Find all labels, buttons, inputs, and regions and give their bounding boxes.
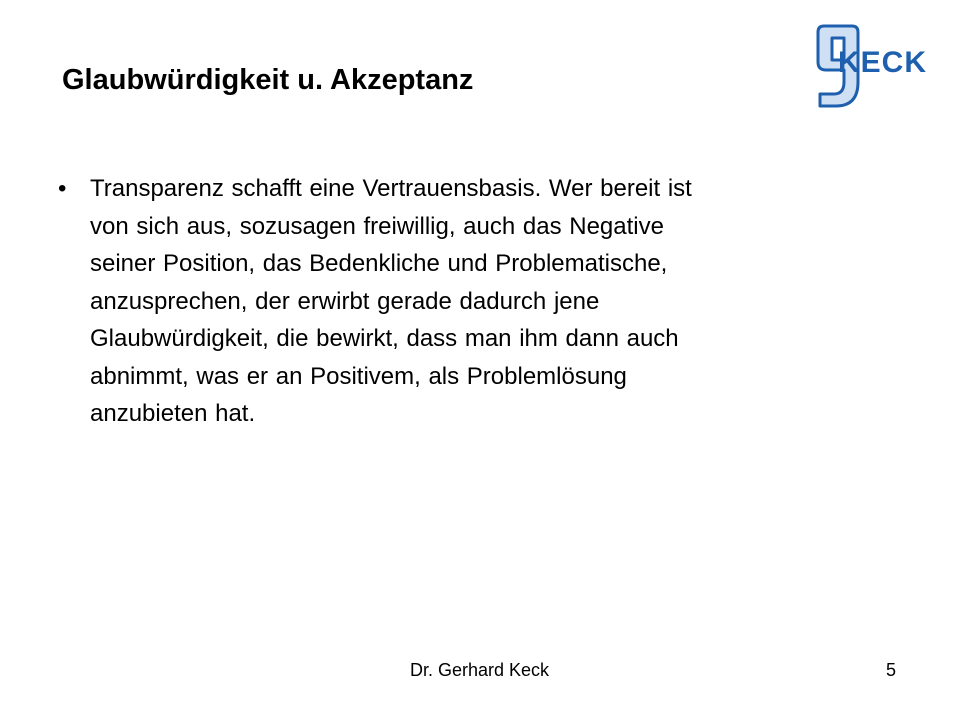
footer-author: Dr. Gerhard Keck — [410, 660, 550, 680]
slide-title: Glaubwürdigkeit u. Akzeptanz — [62, 64, 474, 96]
bullet-dot: • — [58, 175, 67, 202]
page-number: 5 — [886, 660, 897, 680]
bullet-line: abnimmt, was er an Positivem, als Problemlösung — [90, 362, 627, 390]
bullet-line: Glaubwürdigkeit, die bewirkt, dass man ihm dann auch — [90, 325, 679, 352]
bullet-line: anzusprechen, der erwirbt gerade dadurch jene — [90, 287, 600, 315]
logo-text: KECK — [838, 46, 928, 79]
bullet-line: Transparenz schafft eine Vertrauensbasis. Wer bereit ist — [90, 175, 692, 202]
bullet-item — [52, 170, 892, 433]
bullet-line: anzubieten hat. — [90, 400, 256, 427]
bullet-list — [52, 170, 892, 433]
bullet-line: seiner Position, das Bedenkliche und Problematische, — [90, 250, 668, 277]
keck-logo — [812, 20, 928, 112]
bullet-line: von sich aus, sozusagen freiwillig, auch das Negative — [90, 212, 664, 240]
